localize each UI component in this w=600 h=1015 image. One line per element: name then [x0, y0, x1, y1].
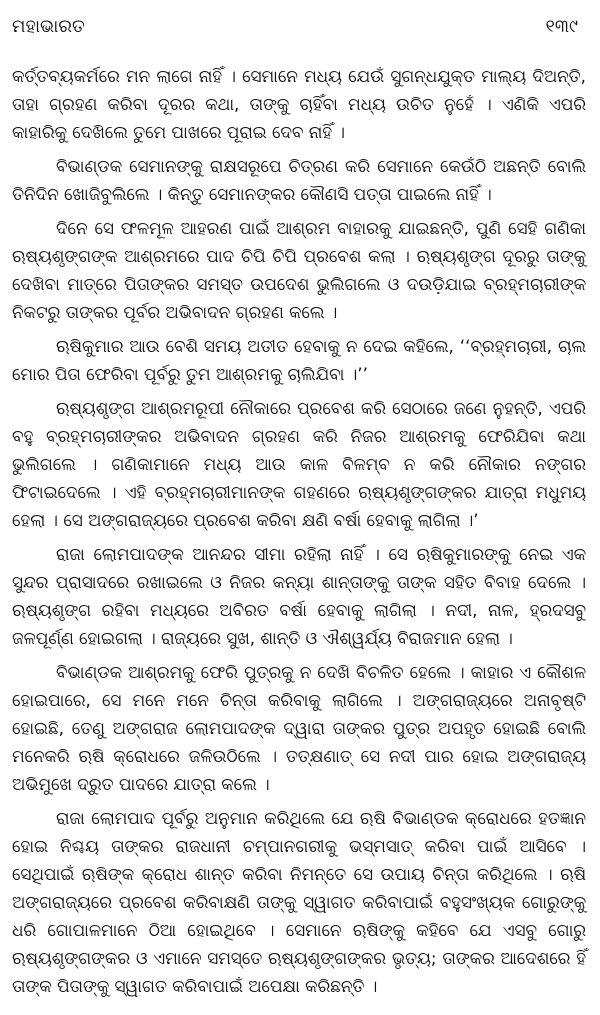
paragraph-1: କର୍ତ୍ତବ୍ୟକର୍ମରେ ମନ ଲାଗେ ନାହିଁ । ସେମାନେ ମଧ୍ୟ ଯେଉଁ ସୁଗନ୍ଧଯୁକ୍ତ ମାଲ୍ୟ ଦିଅନ୍ତି, ତାହା ଗ୍ରହଣ କରିବା ଦୂରର କଥା, ତାଙ୍କୁ ଚାହିଁବା ମଧ୍ୟ ଉଚିତ ନୁହେଁ । ଏଣିକି ଏପରି କାହାରିକୁ ଦେଖିଲେ ତୁମେ ପାଖରେ ପୂରାଇ ଦେବ ନାହିଁ ।	[12, 66, 586, 142]
paragraph-4: ଋଷିକୁମାର ଆଉ ବେଶି ସମୟ ଅତୀତ ହେବାକୁ ନ ଦେଇ କହିଲେ, ‘‘ବ୍ରହ୍ମଚାରୀ, ଚାଲ ମୋର ପିତା ଫେରିବା ପୂର୍ବରୁ ତୁମ ଆଶ୍ରମକୁ ଚାଲିଯିବା ।’’	[12, 336, 586, 384]
book-title: ମହାଭାରତ	[12, 16, 85, 37]
page-number: ୧୩୯	[545, 16, 578, 37]
paragraph-2: ବିଭାଣ୍ଡକ ସେମାନଙ୍କୁ ରାକ୍ଷସରୂପେ ଚିତ୍ରଣ କରି ସେମାନେ କେଉଁଠି ଅଛନ୍ତି ବୋଲି ତିନିଦିନ ଖୋଜିବୁଲିଲେ । କିନ୍ତୁ ସେମାନଙ୍କର କୌଣସି ପତ୍ତା ପାଇଲେ ନାହିଁ ।	[12, 156, 586, 204]
paragraph-6: ରାଜା ଲୋମପାଦଙ୍କ ଆନନ୍ଦର ସୀମା ରହିଲା ନାହିଁ । ସେ ଋଷିକୁମାରଙ୍କୁ ନେଇ ଏକ ସୁନ୍ଦର ପ୍ରାସାଦରେ ରଖାଇଲେ ଓ ନିଜର କନ୍ୟା ଶାନ୍ତାଙ୍କୁ ତାଙ୍କ ସହିତ ବିବାହ ଦେଲେ । ଋଷ୍ୟଶୃଙ୍ଗ ରହିବା ମଧ୍ୟରେ ଅବିରତ ବର୍ଷା ହେବାକୁ ଲାଗିଲା । ନଦୀ, ନାଳ, ହ୍ରଦସବୁ ଜଳପୂର୍ଣ୍ଣ ହୋଇଗଲା । ରାଜ୍ୟରେ ସୁଖ, ଶାନ୍ତି ଓ ଐଶ୍ୱର୍ଯ୍ୟ ବିରାଜମାନ ହେଲା ।	[12, 544, 586, 648]
paragraph-7: ବିଭାଣ୍ଡକ ଆଶ୍ରମକୁ ଫେରି ପୁତ୍ରକୁ ନ ଦେଖି ବିଚଳିତ ହେଲେ । କାହାର ଏ କୌଶଳ ହୋଇପାରେ, ସେ ମନେ ମନେ ଚିନ୍ତା କରିବାକୁ ଲାଗିଲେ । ଅଙ୍ଗରାଜ୍ୟରେ ଅନାବୃଷ୍ଟି ହୋଇଛି, ତେଣୁ ଅଙ୍ଗରାଜ ଲୋମପାଦଙ୍କ ଦ୍ୱାରା ତାଙ୍କର ପୁତ୍ର ଅପହୃତ ହୋଇଛି ବୋଲି ମନେକରି ଋଷି କ୍ରୋଧରେ ଜଳିଉଠିଲେ । ତତ୍‌କ୍ଷଣାତ୍ ସେ ନଦୀ ପାର ହୋଇ ଅଙ୍ଗରାଜ୍ୟ ଅଭିମୁଖେ ଦ୍ରୁତ ପାଦରେ ଯାତ୍ରା କଲେ ।	[12, 662, 586, 794]
paragraph-5: ଋଷ୍ୟଶୃଙ୍ଗ ଆଶ୍ରମରୂପୀ ନୌକାରେ ପ୍ରବେଶ କରି ସେଠାରେ ଜଣେ ନୁହନ୍ତି, ଏପରି ବହୁ ବ୍ରହ୍ମଚାରୀଙ୍କର ଅଭିବାଦନ ଗ୍ରହଣ କରି ନିଜର ଆଶ୍ରମକୁ ଫେରିଯିବା କଥା ଭୁଲିଗଲେ । ଗଣିକାମାନେ ମଧ୍ୟ ଆଉ କାଳ ବିଳମ୍ବ ନ କରି ନୌକାର ନଙ୍ଗର ଫିଟାଇଦେଲେ । ଏହି ବ୍ରହ୍ମଚାରୀମାନଙ୍କ ଗହଣରେ ଋଷ୍ୟଶୃଙ୍ଗଙ୍କର ଯାତ୍ରା ମଧୁମୟ ହେଲା । ସେ ଅଙ୍ଗରାଜ୍ୟରେ ପ୍ରବେଶ କରିବା କ୍ଷଣି ବର୍ଷା ହେବାକୁ ଲାଗିଲା ।’	[12, 398, 586, 530]
body-text	[12, 62, 586, 1006]
paragraph-8: ରାଜା ଲୋମପାଦ ପୂର୍ବରୁ ଅନୁମାନ କରିଥିଲେ ଯେ ଋଷି ବିଭାଣ୍ଡକ କ୍ରୋଧରେ ହତଜ୍ଞାନ ହୋଇ ନିଶ୍ଚୟ ତାଙ୍କର ରାଜଧାନୀ ଚମ୍ପାନଗରୀକୁ ଭସ୍ମସାତ୍ କରିବା ପାଇଁ ଆସିବେ । ସେଥିପାଇଁ ଋଷିଙ୍କ କ୍ରୋଧ ଶାନ୍ତ କରିବା ନିମନ୍ତେ ସେ ଉପାୟ ଚିନ୍ତା କରିଥିଲେ । ଋଷି ଅଙ୍ଗରାଜ୍ୟରେ ପ୍ରବେଶ କରିବାକ୍ଷଣି ତାଙ୍କୁ ସ୍ୱାଗତ କରିବାପାଇଁ ବହୁସଂଖ୍ୟକ ଗୋରୁଙ୍କୁ ଧରି ଗୋପାଳମାନେ ଠିଆ ହୋଇଥିବେ । ସେମାନେ ଋଷିଙ୍କୁ କହିବେ ଯେ ଏସବୁ ଗୋରୁ ଋଷ୍ୟଶୃଙ୍ଗଙ୍କର ଓ ଏମାନେ ସମସ୍ତେ ଋଷ୍ୟଶୃଙ୍ଗଙ୍କର ଭୃତ୍ୟ; ତାଙ୍କର ଆଦେଶରେ ହିଁ ତାଙ୍କ ପିତାଙ୍କୁ ସ୍ୱାଗତ କରିବାପାଇଁ ଅପେକ୍ଷା କରିଛନ୍ତି ।	[12, 808, 586, 996]
paragraph-3: ଦିନେ ସେ ଫଳମୂଳ ଆହରଣ ପାଇଁ ଆଶ୍ରମ ବାହାରକୁ ଯାଇଛନ୍ତି, ପୁଣି ସେହି ଗଣିକା ଋଷ୍ୟଶୃଙ୍ଗଙ୍କ ଆଶ୍ରମରେ ପାଦ ଚିପି ଚିପି ପ୍ରବେଶ କଲା । ଋଷ୍ୟଶୃଙ୍ଗ ଦୂରରୁ ତାଙ୍କୁ ଦେଖିବା ମାତ୍ରେ ପିତାଙ୍କର ସମସ୍ତ ଉପଦେଶ ଭୁଲିଗଲେ ଓ ଦଉଡ଼ିଯାଇ ବ୍ରହ୍ମଚାରୀଙ୍କ ନିକଟରୁ ତାଙ୍କର ପୂର୍ବର ଅଭିବାଦନ ଗ୍ରହଣ କଲେ ।	[12, 218, 586, 322]
running-header	[12, 13, 578, 41]
